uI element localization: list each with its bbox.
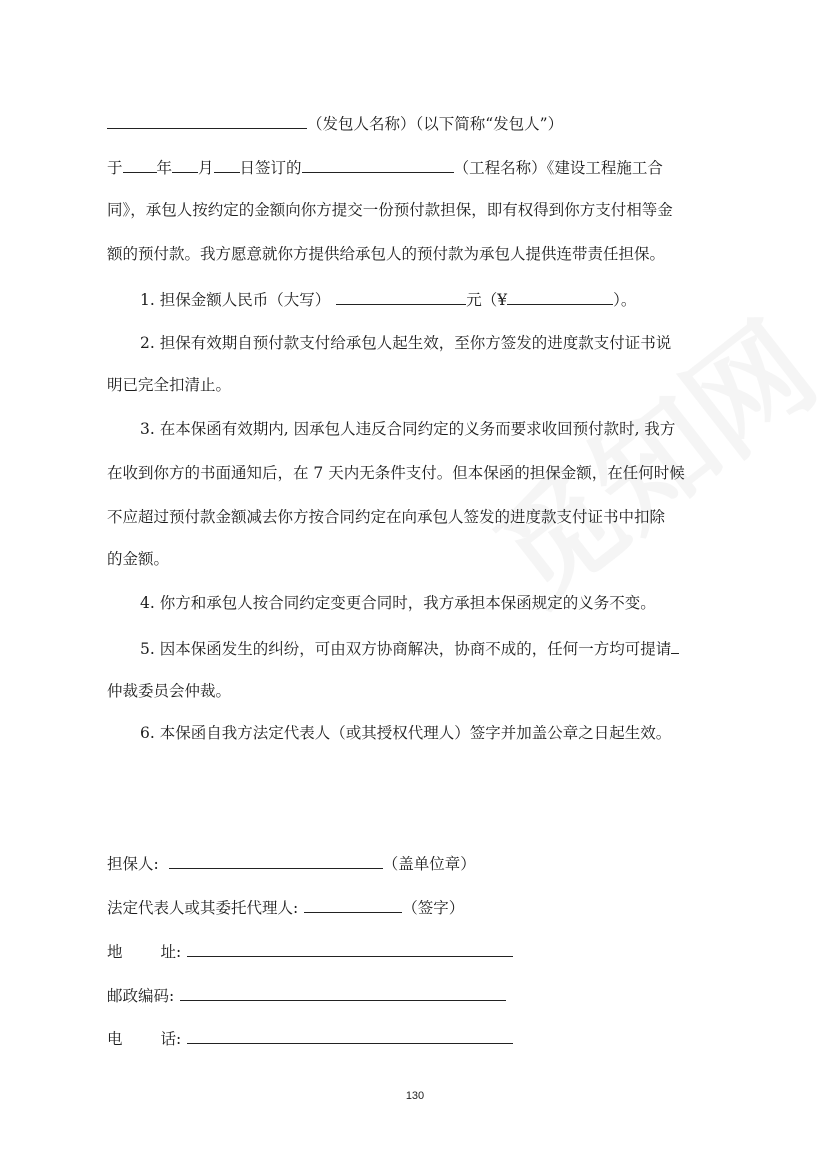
label: 担保人: bbox=[107, 855, 159, 873]
text: 日签订的 bbox=[239, 159, 302, 177]
text: 1. 担保金额人民币（大写） bbox=[140, 291, 331, 309]
text: 5. 因本保函发生的纠纷，可由双方协商解决，协商不成的，任何一方均可提请 bbox=[140, 640, 672, 658]
postcode-line bbox=[107, 984, 506, 1006]
clause-2-cont: 明已完全扣清止。 bbox=[107, 376, 232, 394]
representative-line bbox=[107, 896, 464, 918]
employer-name-blank bbox=[107, 112, 307, 129]
address-line bbox=[107, 940, 513, 962]
recipient-line bbox=[107, 112, 563, 134]
label: 话: bbox=[160, 1030, 182, 1048]
text: 年 bbox=[156, 159, 173, 177]
day-blank bbox=[214, 156, 240, 173]
label: 地 bbox=[107, 943, 123, 961]
arbitration-blank bbox=[671, 637, 679, 654]
text: （盖单位章） bbox=[382, 855, 476, 873]
paragraph-line: 同》，承包人按约定的金额向你方提交一份预付款担保，即有权得到你方支付相等金 bbox=[107, 201, 673, 219]
label: 法定代表人或其委托代理人: bbox=[107, 899, 299, 917]
label: 电 bbox=[107, 1030, 123, 1048]
text: ）。 bbox=[613, 291, 637, 309]
clause-3-cont: 在收到你方的书面通知后，在 7 天内无条件支付。但本保函的担保金额，在任何时候 bbox=[107, 464, 685, 482]
representative-blank bbox=[304, 896, 402, 913]
clause-5 bbox=[140, 637, 679, 659]
text: （签字） bbox=[402, 899, 465, 917]
year-blank bbox=[123, 156, 157, 173]
phone-line bbox=[107, 1027, 513, 1049]
clause-5-cont: 仲裁委员会仲裁。 bbox=[107, 682, 232, 700]
guarantor-blank bbox=[169, 852, 383, 869]
text: （发包人名称）（以下简称“发包人”） bbox=[307, 115, 564, 133]
text: 月 bbox=[198, 159, 214, 177]
postcode-blank bbox=[180, 984, 506, 1001]
text: 于 bbox=[107, 159, 123, 177]
month-blank bbox=[172, 156, 198, 173]
label: 邮政编码: bbox=[107, 987, 175, 1005]
label: 址: bbox=[160, 943, 182, 961]
clause-3-cont: 的金额。 bbox=[107, 550, 170, 568]
amount-figure-blank bbox=[507, 288, 613, 305]
watermark bbox=[455, 277, 830, 634]
clause-3-cont: 不应超过预付款金额减去你方按合同约定在向承包人签发的进度款支付证书中扣除 bbox=[107, 508, 666, 526]
guarantor-line bbox=[107, 852, 476, 874]
amount-words-blank bbox=[336, 288, 466, 305]
address-blank bbox=[187, 940, 513, 957]
project-name-blank bbox=[302, 156, 454, 173]
text: （工程名称）《建设工程施工合 bbox=[453, 159, 663, 177]
text: 元（¥ bbox=[466, 291, 508, 309]
paragraph-line: 额的预付款。我方愿意就你方提供给承包人的预付款为承包人提供连带责任担保。 bbox=[107, 245, 666, 263]
paragraph-line bbox=[107, 156, 663, 178]
clause-3: 3. 在本保函有效期内, 因承包人违反合同约定的义务而要求收回预付款时, 我方 bbox=[140, 420, 676, 438]
clause-4: 4. 你方和承包人按合同约定变更合同时，我方承担本保函规定的义务不变。 bbox=[140, 594, 656, 612]
page-number: 130 bbox=[405, 1090, 425, 1102]
clause-2: 2. 担保有效期自预付款支付给承包人起生效，至你方签发的进度款支付证书说 bbox=[140, 334, 672, 352]
phone-blank bbox=[187, 1027, 513, 1044]
clause-1 bbox=[140, 288, 636, 310]
clause-6: 6. 本保函自我方法定代表人（或其授权代理人）签字并加盖公章之日起生效。 bbox=[140, 724, 672, 742]
